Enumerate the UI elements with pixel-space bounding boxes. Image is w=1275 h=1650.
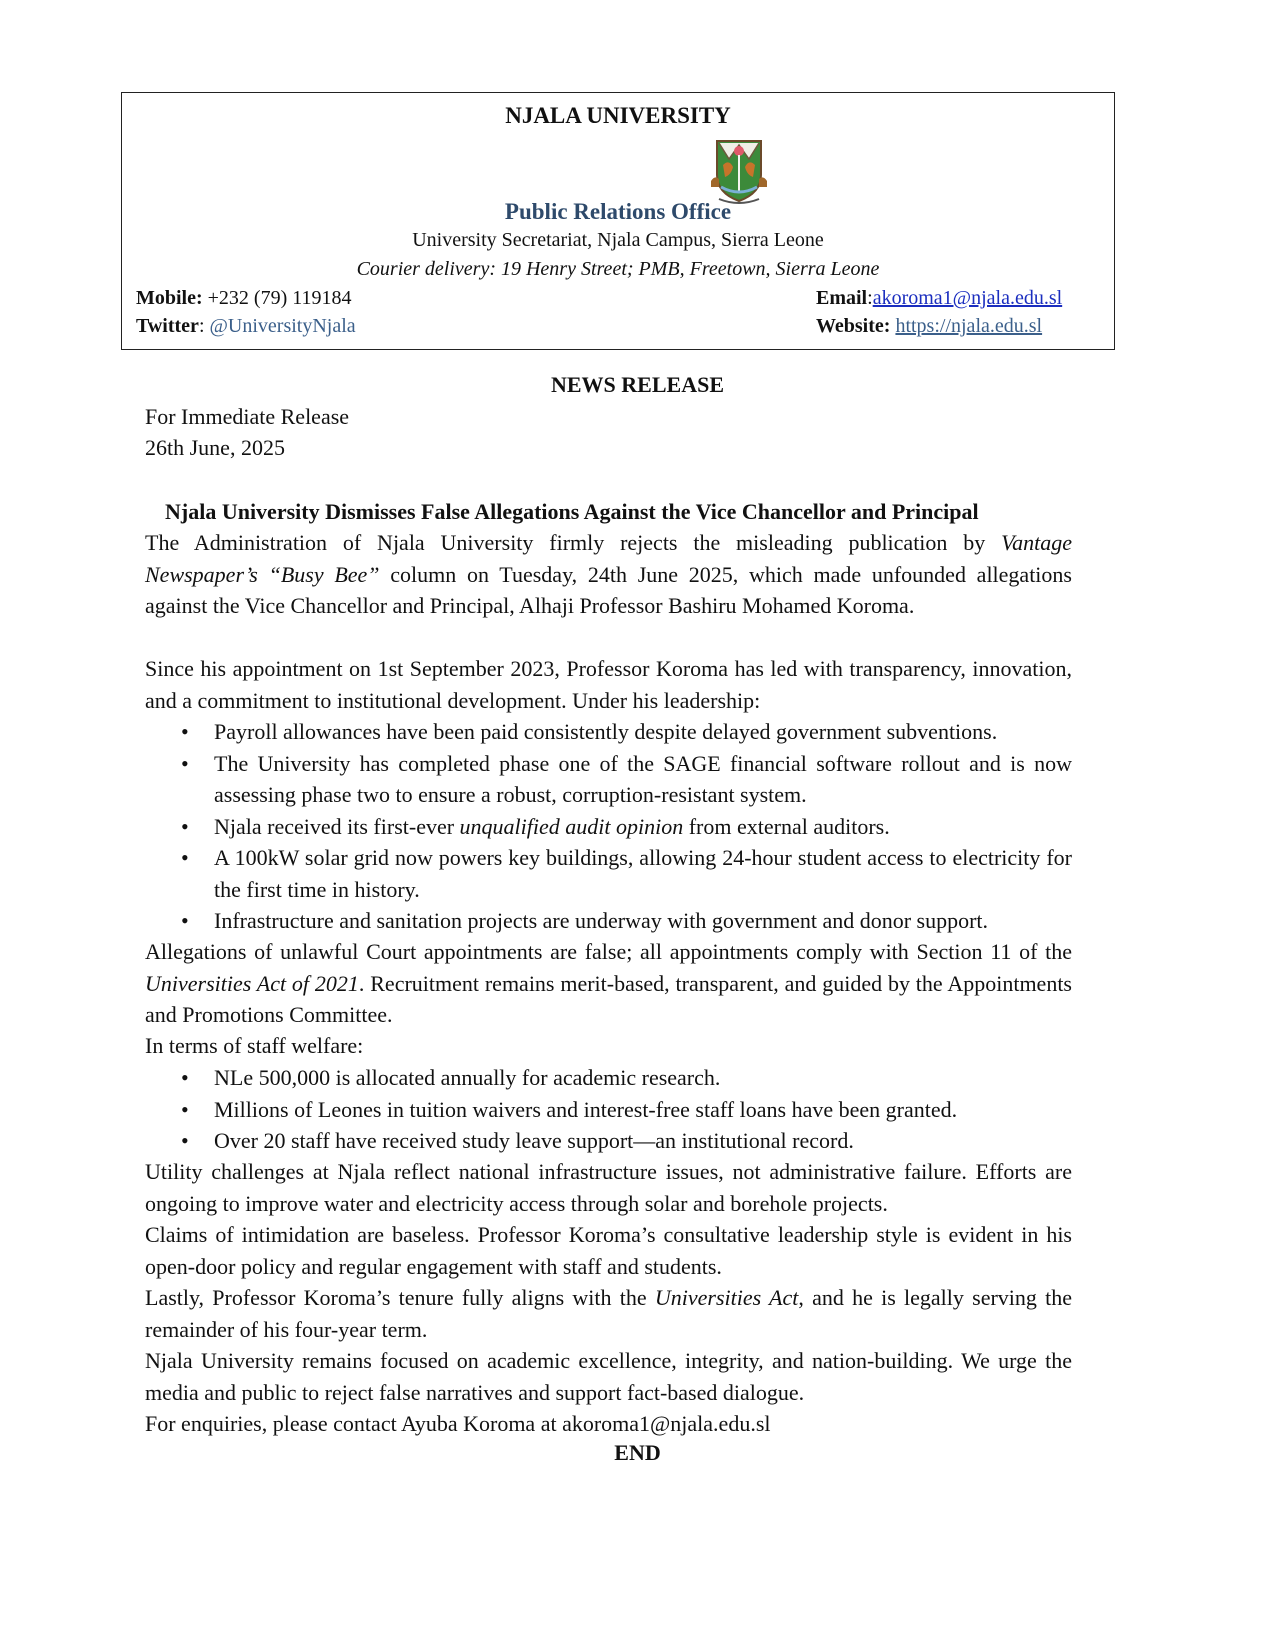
twitter-handle[interactable]: @UniversityNjala	[209, 315, 356, 337]
bullet-icon: •	[181, 845, 189, 870]
bullet-icon: •	[181, 813, 189, 839]
list-item-text: A 100kW solar grid now powers key buildings, allowing 24-hour student access to electricity for the first time in history.	[214, 845, 1072, 902]
email-label: Email	[816, 287, 868, 309]
bullet-icon: •	[181, 908, 189, 933]
list-item-text: Infrastructure and sanitation projects are underway with government and donor support.	[214, 908, 989, 933]
email-separator: :	[867, 287, 873, 309]
list-item	[145, 716, 1072, 748]
mobile-value: +232 (79) 119184	[202, 287, 352, 309]
courier-address: Courier delivery: 19 Henry Street; PMB, Freetown, Sierra Leone	[356, 258, 880, 280]
court-text: Allegations of unlawful Court appointments are false; all appointments comply with Section 11 of the	[145, 939, 1072, 964]
immediate-release: For Immediate Release	[145, 404, 350, 429]
list-item-text: Millions of Leones in tuition waivers and interest-free staff loans have been granted.	[214, 1096, 958, 1122]
list-item	[145, 811, 1072, 843]
bullet-icon: •	[181, 750, 189, 776]
bullet-icon: •	[181, 1065, 189, 1090]
list-item-text: from external auditors.	[683, 813, 890, 839]
welfare-list	[145, 1062, 1072, 1157]
paragraph-focus: Njala University remains focused on academic excellence, integrity, and nation-building. We urge the media and public to reject false narratives and support fact-based dialogue.	[145, 1348, 1072, 1405]
paragraph-tenure	[145, 1282, 1072, 1345]
bullet-icon: •	[181, 1128, 189, 1153]
paragraph-appointment: Since his appointment on 1st September 2023, Professor Koroma has led with transparency, innovation, and a commitment to institutional development. Under his leadership:	[145, 656, 1072, 713]
mobile-contact	[136, 287, 352, 310]
list-item-text: NLe 500,000 is allocated annually for academic research.	[214, 1065, 721, 1090]
list-item	[145, 905, 1072, 937]
website-label: Website:	[816, 315, 891, 337]
list-item	[145, 842, 1072, 905]
website-contact	[816, 315, 1042, 338]
university-crest-icon	[709, 137, 769, 205]
intro-text-cont: column on Tuesday, 24th June 2025, which made unfounded allegations against the Vice Chancellor and Principal, Alhaji Professor Bashiru Mohamed Koroma.	[145, 561, 1072, 618]
tenure-text: Lastly, Professor Koroma’s tenure fully aligns with the	[145, 1285, 655, 1310]
court-text-cont: . Recruitment remains merit-based, transparent, and guided by the Appointments and Promotions Committee.	[145, 970, 1072, 1027]
email-link[interactable]: akoroma1@njala.edu.sl	[872, 287, 1063, 309]
paragraph-intro	[145, 527, 1072, 622]
act-name: Universities Act	[654, 1285, 799, 1310]
university-name: NJALA UNIVERSITY	[505, 103, 731, 128]
bullet-icon: •	[181, 1096, 189, 1122]
end-marker: END	[614, 1440, 661, 1465]
twitter-separator: :	[198, 315, 210, 337]
publication-name: Vantage Newspaper’s “Busy Bee”	[145, 530, 1072, 587]
twitter-contact	[136, 315, 356, 338]
twitter-label: Twitter	[136, 315, 199, 337]
list-item-italic: unqualified audit opinion	[459, 813, 684, 839]
tenure-text-cont: , and he is legally serving the remainder of his four-year term.	[145, 1285, 1073, 1342]
list-item-text: Over 20 staff have received study leave support—an institutional record.	[214, 1128, 854, 1153]
list-item-text: Njala received its first-ever	[214, 813, 460, 839]
list-item	[145, 1062, 1072, 1094]
paragraph-court-appointments	[145, 936, 1072, 1031]
list-item	[145, 748, 1072, 811]
list-item-text: The University has completed phase one of the SAGE financial software rollout and is now assessing phase two to ensure a robust, corruption-resistant system.	[214, 750, 1072, 807]
bullet-icon: •	[181, 719, 189, 744]
intro-text: The Administration of Njala University firmly rejects the misleading publication by	[145, 530, 1002, 555]
leadership-list	[145, 716, 1072, 937]
paragraph-staff-welfare: In terms of staff welfare:	[145, 1033, 364, 1058]
act-name: Universities Act of 2021	[145, 970, 359, 996]
paragraph-intimidation: Claims of intimidation are baseless. Professor Koroma’s consultative leadership style is evident in his open-door policy and regular engagement with staff and students.	[145, 1222, 1072, 1279]
list-item	[145, 1094, 1072, 1126]
address: University Secretariat, Njala Campus, Sierra Leone	[412, 229, 824, 251]
letterhead	[121, 92, 1115, 350]
headline: Njala University Dismisses False Allegations Against the Vice Chancellor and Principal	[165, 499, 979, 524]
release-date: 26th June, 2025	[145, 435, 285, 460]
list-item-text: Payroll allowances have been paid consistently despite delayed government subventions.	[214, 719, 998, 744]
website-link[interactable]: https://njala.edu.sl	[895, 315, 1043, 337]
email-contact	[816, 287, 1062, 310]
list-item	[145, 1125, 1072, 1157]
news-release-heading: NEWS RELEASE	[550, 372, 724, 397]
office-name: Public Relations Office	[504, 199, 732, 224]
paragraph-enquiries: For enquiries, please contact Ayuba Koroma at akoroma1@njala.edu.sl	[145, 1411, 771, 1436]
paragraph-utility: Utility challenges at Njala reflect national infrastructure issues, not administrative failure. Efforts are ongoing to improve water and electricity access through solar and borehole projects.	[145, 1159, 1072, 1216]
mobile-label: Mobile:	[136, 287, 203, 309]
